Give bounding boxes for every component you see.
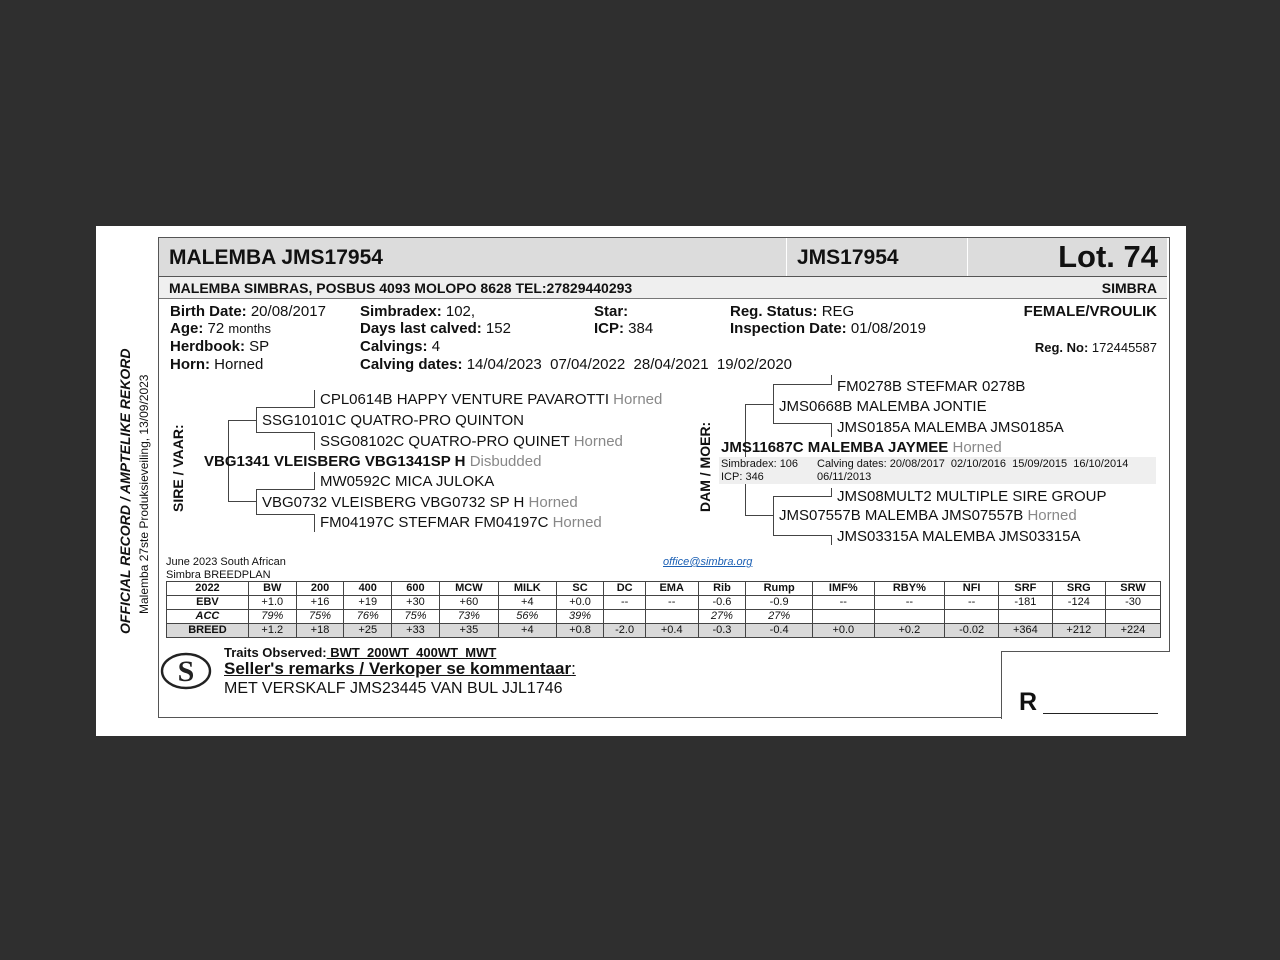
ebv-cell: +364	[999, 624, 1052, 638]
ebv-cell: +1.2	[248, 624, 296, 638]
star: Star:	[594, 303, 629, 320]
ebv-row-acc	[167, 610, 1161, 624]
ebv-cell: 600	[392, 582, 440, 596]
dam-sire-dam: JMS0185A MALEMBA JMS0185A	[837, 419, 1064, 436]
ebv-cell: ACC	[167, 610, 249, 624]
ebv-cell: RBY%	[874, 582, 945, 596]
ebv-cell: 27%	[698, 610, 746, 624]
ebv-source: June 2023 South African	[166, 556, 286, 568]
dam-calving-dates: Calving dates: 20/08/2017 02/10/2016 15/09/2015 16/10/2014	[817, 458, 1129, 470]
ebv-cell: SRG	[1052, 582, 1105, 596]
price-field[interactable]	[1043, 713, 1158, 714]
ebv-cell: -0.4	[746, 624, 813, 638]
ebv-cell: 79%	[248, 610, 296, 624]
ebv-cell	[1106, 610, 1161, 624]
dam-dam-dam: JMS03315A MALEMBA JMS03315A	[837, 528, 1081, 545]
horn: Horn: Horned	[170, 356, 264, 373]
dam-details	[719, 457, 1156, 484]
frame-edge	[158, 717, 1002, 718]
frame-edge	[158, 650, 159, 718]
ebv-row-breed	[167, 624, 1161, 638]
sire-label: SIRE / VAAR:	[170, 424, 186, 512]
ebv-cell: --	[945, 596, 999, 610]
ebv-cell: +19	[344, 596, 392, 610]
breeder-bar	[159, 277, 1167, 299]
calving-dates: Calving dates: 14/04/2023 07/04/2022 28/04/2021 19/02/2020	[360, 356, 793, 373]
ebv-cell	[874, 610, 945, 624]
dam-dam-sire: JMS08MULT2 MULTIPLE SIRE GROUP	[837, 488, 1107, 505]
ebv-cell: 27%	[746, 610, 813, 624]
sire-sire-dam: SSG08102C QUATRO-PRO QUINET Horned	[320, 433, 623, 450]
ebv-cell: +35	[439, 624, 498, 638]
inspection-date: Inspection Date: 01/08/2019	[730, 320, 926, 337]
remarks-title: Seller's remarks / Verkoper se kommentaar:	[224, 659, 576, 678]
reg-id: JMS17954	[797, 246, 899, 269]
ebv-cell: BW	[248, 582, 296, 596]
ebv-cell: 2022	[167, 582, 249, 596]
ebv-cell: EMA	[645, 582, 698, 596]
reg-id-box	[786, 238, 967, 276]
ebv-cell: +4	[498, 596, 556, 610]
traits-observed: Traits Observed: BWT 200WT 400WT MWT	[224, 645, 497, 660]
ebv-cell: -30	[1106, 596, 1161, 610]
ebv-cell: +1.0	[248, 596, 296, 610]
icp: ICP: 384	[594, 320, 654, 337]
ebv-header-row	[167, 582, 1161, 596]
ebv-cell: +0.2	[874, 624, 945, 638]
ebv-cell: +33	[392, 624, 440, 638]
ebv-cell: +4	[498, 624, 556, 638]
dam-label: DAM / MOER:	[697, 421, 713, 512]
ebv-source-2: Simbra BREEDPLAN	[166, 569, 271, 581]
dam-dam: JMS07557B MALEMBA JMS07557B Horned	[779, 507, 1077, 524]
ebv-cell: +0.4	[645, 624, 698, 638]
age: Age: 72 months	[170, 320, 272, 337]
days-last-calved: Days last calved: 152	[360, 320, 511, 337]
email-link[interactable]: office@simbra.org	[663, 556, 753, 568]
ebv-row-ebv	[167, 596, 1161, 610]
ebv-cell: SRW	[1106, 582, 1161, 596]
ebv-cell: -2.0	[604, 624, 645, 638]
sire-dam: VBG0732 VLEISBERG VBG0732 SP H Horned	[262, 494, 578, 511]
ebv-cell: +0.0	[812, 624, 874, 638]
dam: JMS11687C MALEMBA JAYMEE Horned	[721, 439, 1002, 456]
ebv-cell: 75%	[296, 610, 344, 624]
calvings: Calvings: 4	[360, 338, 441, 355]
sale-name-label: Malemba 27ste Produksieveiling, 13/09/2023	[137, 374, 151, 614]
ebv-cell	[604, 610, 645, 624]
remarks-text: MET VERSKALF JMS23445 VAN BUL JJL1746	[224, 680, 563, 697]
ebv-cell: BREED	[167, 624, 249, 638]
ebv-cell: 200	[296, 582, 344, 596]
ebv-cell: +18	[296, 624, 344, 638]
breeder-address: MALEMBA SIMBRAS, POSBUS 4093 MOLOPO 8628 TEL:27829440293	[169, 280, 633, 296]
ebv-cell: +30	[392, 596, 440, 610]
reg-status: Reg. Status: REG	[730, 303, 855, 320]
ebv-cell: +16	[296, 596, 344, 610]
ebv-cell: +224	[1106, 624, 1161, 638]
ebv-cell: Rib	[698, 582, 746, 596]
ebv-cell: 73%	[439, 610, 498, 624]
sire-dam-dam: FM04197C STEFMAR FM04197C Horned	[320, 514, 602, 531]
dam-simbradex: Simbradex: 106	[721, 458, 799, 470]
ebv-cell: -0.3	[698, 624, 746, 638]
sire-sire: SSG10101C QUATRO-PRO QUINTON	[262, 412, 525, 429]
dam-icp: ICP: 346	[721, 471, 764, 483]
dam-sire: JMS0668B MALEMBA JONTIE	[779, 398, 987, 415]
ebv-cell: +25	[344, 624, 392, 638]
ebv-cell: -0.02	[945, 624, 999, 638]
simbradex: Simbradex: 102,	[360, 303, 476, 320]
svg-text:S: S	[177, 655, 195, 688]
breed: SIMBRA	[1101, 280, 1157, 296]
birth-date: Birth Date: 20/08/2017	[170, 303, 326, 320]
ebv-cell: --	[604, 596, 645, 610]
herdbook: Herdbook: SP	[170, 338, 270, 355]
ebv-cell: +0.8	[556, 624, 604, 638]
animal-name: MALEMBA JMS17954	[169, 246, 383, 269]
sex: FEMALE/VROULIK	[1023, 303, 1157, 320]
simbra-logo-icon	[160, 648, 212, 694]
sire-sire-sire: CPL0614B HAPPY VENTURE PAVAROTTI Horned	[320, 391, 663, 408]
ebv-cell: MILK	[498, 582, 556, 596]
official-record-label: OFFICIAL RECORD / AMPTELIKE REKORD	[117, 348, 133, 634]
ebv-cell: +212	[1052, 624, 1105, 638]
ebv-cell: IMF%	[812, 582, 874, 596]
ebv-cell	[645, 610, 698, 624]
ebv-cell: -124	[1052, 596, 1105, 610]
ebv-cell: 400	[344, 582, 392, 596]
dam-sire-sire: FM0278B STEFMAR 0278B	[837, 378, 1026, 395]
side-caption	[109, 302, 157, 642]
ebv-cell: --	[645, 596, 698, 610]
ebv-cell: --	[812, 596, 874, 610]
sire-dam-sire: MW0592C MICA JULOKA	[320, 473, 495, 490]
ebv-cell	[999, 610, 1052, 624]
ebv-cell	[1052, 610, 1105, 624]
ebv-cell: SC	[556, 582, 604, 596]
ebv-cell: 39%	[556, 610, 604, 624]
ebv-cell: NFI	[945, 582, 999, 596]
ebv-cell: --	[874, 596, 945, 610]
price-label: R	[1019, 688, 1038, 716]
ebv-cell: MCW	[439, 582, 498, 596]
lot-box	[967, 238, 1168, 276]
ebv-cell	[945, 610, 999, 624]
reg-no: Reg. No: 172445587	[1034, 340, 1157, 355]
sire: VBG1341 VLEISBERG VBG1341SP H Disbudded	[204, 453, 542, 470]
ebv-cell: +60	[439, 596, 498, 610]
ebv-cell: DC	[604, 582, 645, 596]
ebv-table	[166, 581, 1161, 638]
ebv-cell: -0.6	[698, 596, 746, 610]
ebv-cell: Rump	[746, 582, 813, 596]
lot-number: Lot. 74	[1058, 239, 1158, 274]
ebv-cell	[812, 610, 874, 624]
ebv-cell: EBV	[167, 596, 249, 610]
ebv-cell: +0.0	[556, 596, 604, 610]
ebv-cell: 76%	[344, 610, 392, 624]
ebv-cell: 56%	[498, 610, 556, 624]
card-header	[159, 238, 1167, 277]
ebv-cell: -181	[999, 596, 1052, 610]
ebv-cell: SRF	[999, 582, 1052, 596]
dam-calving-dates-more: 06/11/2013	[817, 471, 872, 483]
ebv-cell: -0.9	[746, 596, 813, 610]
ebv-cell: 75%	[392, 610, 440, 624]
